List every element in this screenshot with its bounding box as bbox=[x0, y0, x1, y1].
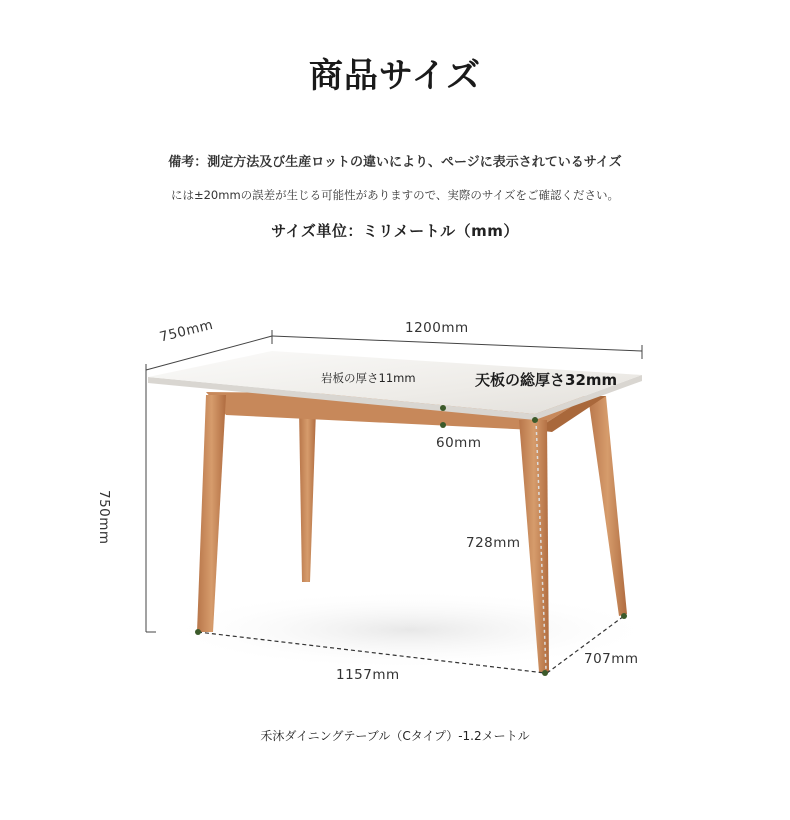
back-left-leg bbox=[299, 410, 316, 582]
page-title: 商品サイズ bbox=[308, 56, 482, 96]
note-line-1: 備考：測定方法及び生産ロットの違いにより、ページに表示されているサイズ bbox=[168, 155, 622, 170]
marker-apron-top bbox=[440, 405, 446, 411]
marker-front-right-foot bbox=[542, 670, 548, 676]
leg-span-depth-label: 707mm bbox=[584, 651, 639, 667]
leg-height-label: 728mm bbox=[466, 535, 521, 551]
marker-apron-bottom bbox=[440, 422, 446, 428]
note-line-2: には±20mmの誤差が生じる可能性がありますので、実際のサイズをご確認ください。 bbox=[170, 188, 620, 202]
front-left-leg bbox=[197, 395, 226, 632]
product-caption: 禾沐ダイニングテーブル（Cタイプ）-1.2メートル bbox=[260, 729, 530, 743]
apron-height-label: 60mm bbox=[436, 435, 482, 451]
size-unit-label: サイズ単位：ミリメートル（mm） bbox=[271, 222, 519, 240]
leg-span-width-label: 1157mm bbox=[336, 667, 400, 683]
width-dimension-line bbox=[272, 336, 642, 351]
marker-front-left-foot bbox=[195, 629, 201, 635]
top-thickness-label: 岩板の厚さ11mm bbox=[321, 371, 416, 385]
back-right-leg bbox=[588, 396, 627, 616]
total-thickness-label: 天板の総厚さ32mm bbox=[475, 371, 618, 389]
marker-back-right-foot bbox=[621, 613, 627, 619]
width-label: 1200mm bbox=[405, 320, 469, 336]
depth-label: 750mm bbox=[158, 316, 215, 346]
height-label: 750mm bbox=[96, 490, 112, 545]
marker-leg-top bbox=[532, 417, 538, 423]
